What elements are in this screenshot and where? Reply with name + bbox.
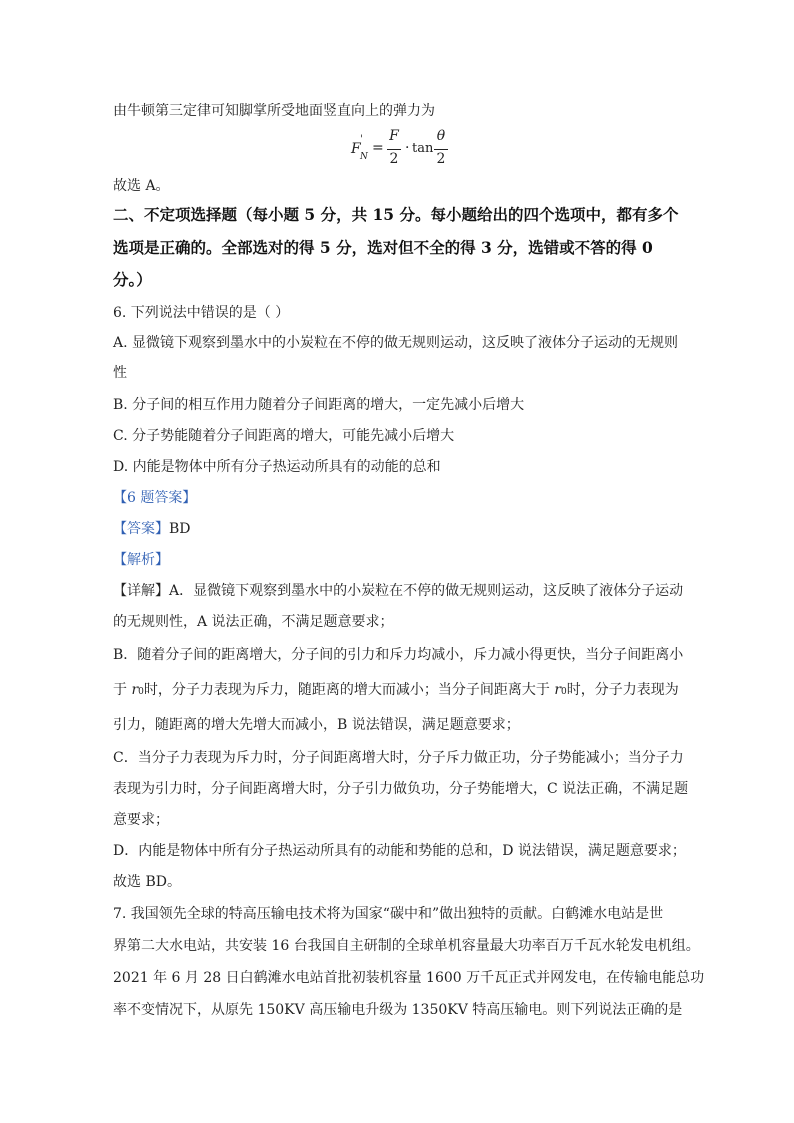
- choose-bd-text: 故选 BD。: [113, 874, 181, 890]
- q6-answer: [113, 519, 191, 539]
- formula-dot: ·: [405, 140, 410, 156]
- q6-detail-line4: [113, 680, 679, 702]
- r0-symbol-2: r: [554, 682, 562, 698]
- formula-lhs-symbol: F: [351, 141, 361, 157]
- q7-line3: 2021 年 6 月 28 日白鹤滩水电站首批初装机容量 1600 万千瓦正式并网发电，在传输电能总功: [113, 970, 705, 986]
- formula-numerator-2: θ: [436, 128, 446, 144]
- r0-sub-2: 0: [561, 687, 567, 697]
- r0-sub-1: 0: [138, 687, 144, 697]
- q6-detail-line8: 意要求；: [113, 812, 169, 828]
- q6-option-a-line2: 性: [113, 365, 127, 381]
- q6-detail-line9: D．内能是物体中所有分子热运动所具有的动能和势能的总和，D 说法错误，满足题意要求；: [113, 843, 686, 859]
- q6-option-a-line1: A. 显微镜下观察到墨水中的小炭粒在不停的做无规则运动，这反映了液体分子运动的无规则: [113, 335, 679, 351]
- detail4-part-b: 时，分子力表现为斥力，随距离的增大而减小；当分子间距离大于: [143, 682, 555, 698]
- detail4-part-a: 于: [113, 682, 132, 698]
- detail4-part-c: 时，分子力表现为: [566, 682, 679, 698]
- q7-line4: 率不变情况下，从原先 150KV 高压输电升级为 1350KV 特高压输电。则下列说法正确的是: [113, 1002, 683, 1018]
- fraction-bar-1: [387, 149, 401, 150]
- formula-equals: =: [372, 140, 384, 156]
- answer-label: 【答案】: [113, 521, 169, 537]
- q6-detail-line6: C．当分子力表现为斥力时，分子间距离增大时，分子斥力做正功，分子势能减小；当分子力: [113, 750, 684, 766]
- normal-force-formula: [348, 128, 458, 172]
- answer-value: BD: [169, 521, 191, 537]
- formula-lhs-sub: N: [360, 152, 368, 162]
- q6-answer-tag: 【6 题答案】: [113, 490, 197, 506]
- formula-numerator-1: F: [389, 128, 399, 144]
- q6-detail-line7: 表现为引力时，分子间距离增大时，分子引力做负功，分子势能增大，C 说法正确，不满足题: [113, 781, 689, 797]
- q6-option-b: B. 分子间的相互作用力随着分子间距离的增大，一定先减小后增大: [113, 397, 525, 413]
- q7-line2: 界第二大水电站，共安装 16 台我国自主研制的全球单机容量最大功率百万千瓦水轮发电机组。: [113, 938, 700, 954]
- q6-detail-line3: B．随着分子间的距离增大，分子间的引力和斥力均减小，斥力减小得更快，当分子间距离小: [113, 647, 684, 663]
- q6-option-d: D. 内能是物体中所有分子热运动所具有的动能的总和: [113, 459, 441, 475]
- q6-stem: 6. 下列说法中错误的是（ ）: [113, 305, 290, 321]
- formula-tan: tan: [412, 141, 434, 156]
- section2-heading-line2: 选项是正确的。全部选对的得 5 分，选对但不全的得 3 分，选错或不答的得 0: [113, 238, 653, 257]
- formula-denominator-1: 2: [389, 151, 399, 167]
- q6-analysis-tag: 【解析】: [113, 552, 169, 568]
- formula-denominator-2: 2: [436, 151, 446, 167]
- choose-a-text: 故选 A。: [113, 178, 170, 194]
- r0-symbol-1: r: [131, 682, 139, 698]
- intro-text: 由牛顿第三定律可知脚掌所受地面竖直向上的弹力为: [113, 103, 435, 119]
- formula-lhs-prime: ': [360, 134, 363, 145]
- q7-line1: 7. 我国领先全球的特高压输电技术将为国家“碳中和”做出独特的贡献。白鹤滩水电站是世: [113, 906, 664, 922]
- section2-heading-line1: 二、不定项选择题（每小题 5 分，共 15 分。每小题给出的四个选项中，都有多个: [113, 205, 679, 224]
- fraction-bar-2: [434, 149, 448, 150]
- q6-detail-line2: 的无规则性，A 说法正确，不满足题意要求；: [113, 614, 394, 630]
- q6-detail-line5: 引力，随距离的增大先增大而减小，B 说法错误，满足题意要求；: [113, 717, 520, 733]
- q6-option-c: C. 分子势能随着分子间距离的增大，可能先减小后增大: [113, 428, 455, 444]
- q6-detail-line1: 【详解】A．显微镜下观察到墨水中的小炭粒在不停的做无规则运动，这反映了液体分子运动: [113, 583, 684, 599]
- section2-heading-line3: 分。）: [113, 270, 152, 289]
